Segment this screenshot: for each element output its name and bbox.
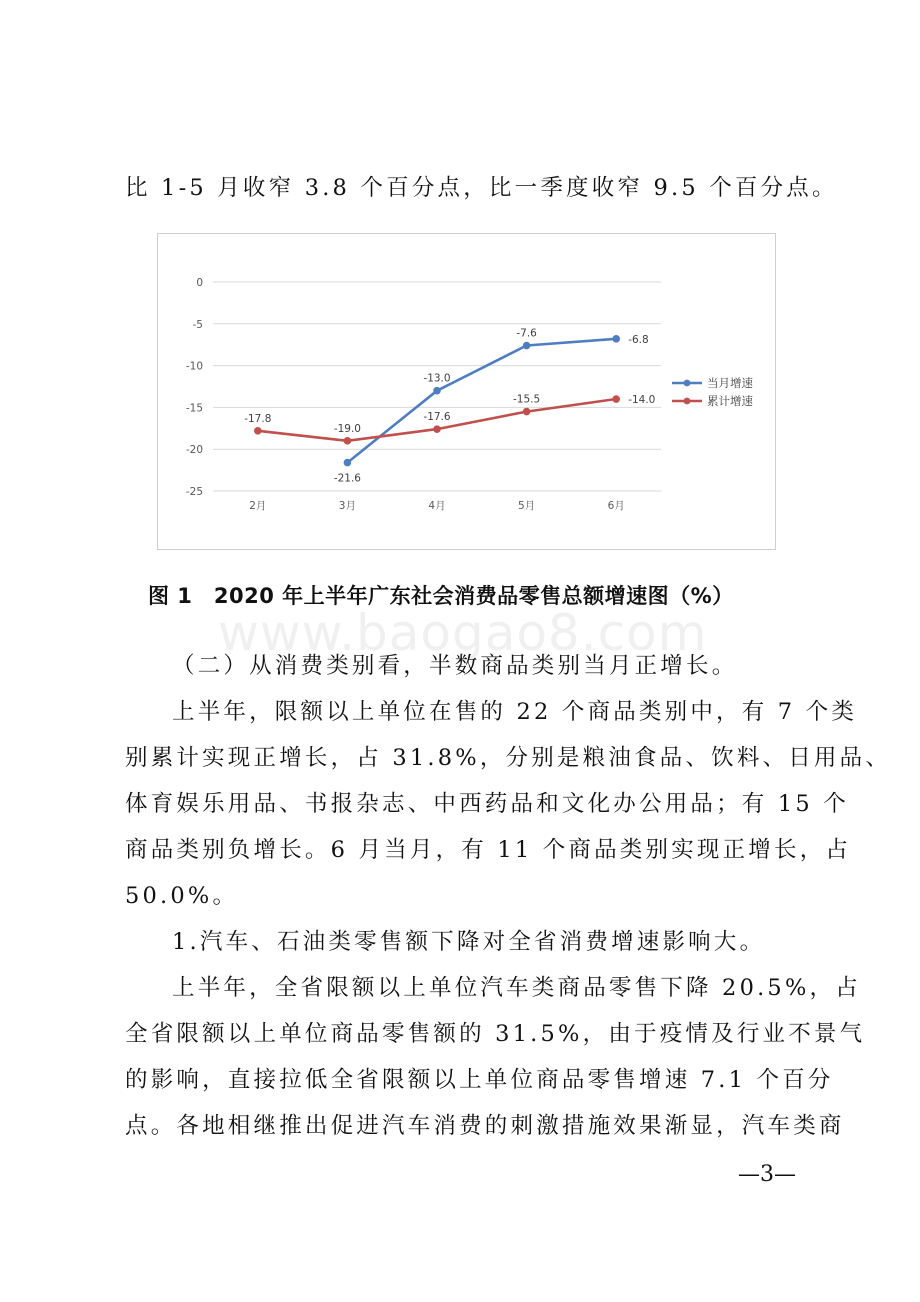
para1-line-4: 商品类别负增长。6 月当月，有 11 个商品类别实现正增长，占 bbox=[125, 837, 852, 863]
chart-canvas bbox=[158, 234, 775, 549]
subheading: 1.汽车、石油类零售额下降对全省消费增速影响大。 bbox=[172, 929, 766, 955]
legend-label: 当月增速 bbox=[707, 376, 753, 390]
x-tick-label: 2月 bbox=[249, 500, 267, 512]
para1-line-1: 上半年，限额以上单位在售的 22 个商品类别中，有 7 个类 bbox=[172, 699, 858, 725]
intro-line: 比 1-5 月收窄 3.8 个百分点，比一季度收窄 9.5 个百分点。 bbox=[125, 175, 838, 201]
para1-line-2: 别累计实现正增长，占 31.8%，分别是粮油食品、饮料、日用品、 bbox=[125, 745, 892, 771]
series-2-point bbox=[433, 425, 441, 433]
data-label: -19.0 bbox=[333, 422, 361, 435]
series-2-point bbox=[523, 408, 531, 416]
figure-caption: 图 1 2020 年上半年广东社会消费品零售总额增速图（%） bbox=[148, 584, 734, 608]
y-tick-label: -15 bbox=[185, 402, 203, 415]
data-label: -15.5 bbox=[513, 393, 541, 406]
legend-swatch-marker bbox=[684, 380, 691, 387]
para1-line-3: 体育娱乐用品、书报杂志、中西药品和文化办公用品；有 15 个 bbox=[125, 791, 849, 817]
x-tick-label: 3月 bbox=[338, 500, 356, 512]
x-tick-label: 4月 bbox=[428, 500, 446, 512]
series-1-point bbox=[433, 387, 441, 395]
para2-line-2: 全省限额以上单位商品零售额的 31.5%，由于疫情及行业不景气 bbox=[125, 1021, 866, 1047]
page-number: —3— bbox=[738, 1162, 796, 1187]
para2-line-4: 点。各地相继推出促进汽车消费的刺激措施效果渐显，汽车类商 bbox=[125, 1113, 845, 1139]
y-tick-label: -10 bbox=[185, 360, 203, 373]
x-tick-label: 6月 bbox=[607, 500, 625, 512]
watermark-text: www.baogao8.com bbox=[218, 604, 708, 662]
series-2-point bbox=[344, 437, 352, 445]
x-tick-label: 5月 bbox=[518, 500, 536, 512]
series-line-1 bbox=[347, 339, 616, 463]
series-1-point bbox=[344, 459, 352, 467]
series-1-point bbox=[523, 342, 531, 350]
growth-rate-chart bbox=[157, 233, 776, 550]
para2-line-1: 上半年，全省限额以上单位汽车类商品零售下降 20.5%，占 bbox=[172, 975, 861, 1001]
data-label: -7.6 bbox=[516, 327, 537, 340]
para2-line-3: 的影响，直接拉低全省限额以上单位商品零售增速 7.1 个百分 bbox=[125, 1067, 834, 1093]
data-label: -6.8 bbox=[628, 333, 649, 346]
series-2-point bbox=[254, 427, 262, 435]
series-1-point bbox=[612, 335, 620, 343]
para1-line-5: 50.0%。 bbox=[125, 883, 239, 909]
y-tick-label: -5 bbox=[192, 318, 203, 331]
series-2-point bbox=[612, 395, 620, 403]
data-label: -17.8 bbox=[244, 412, 272, 425]
data-label: -14.0 bbox=[628, 394, 656, 407]
y-tick-label: -25 bbox=[185, 486, 203, 498]
legend-swatch-marker bbox=[684, 398, 691, 405]
data-label: -21.6 bbox=[333, 472, 361, 485]
y-tick-label: 0 bbox=[196, 277, 203, 289]
data-label: -17.6 bbox=[423, 411, 451, 424]
legend-label: 累计增速 bbox=[707, 394, 753, 408]
section-heading: （二）从消费类别看，半数商品类别当月正增长。 bbox=[172, 653, 738, 679]
y-tick-label: -20 bbox=[185, 444, 203, 457]
data-label: -13.0 bbox=[423, 372, 451, 385]
